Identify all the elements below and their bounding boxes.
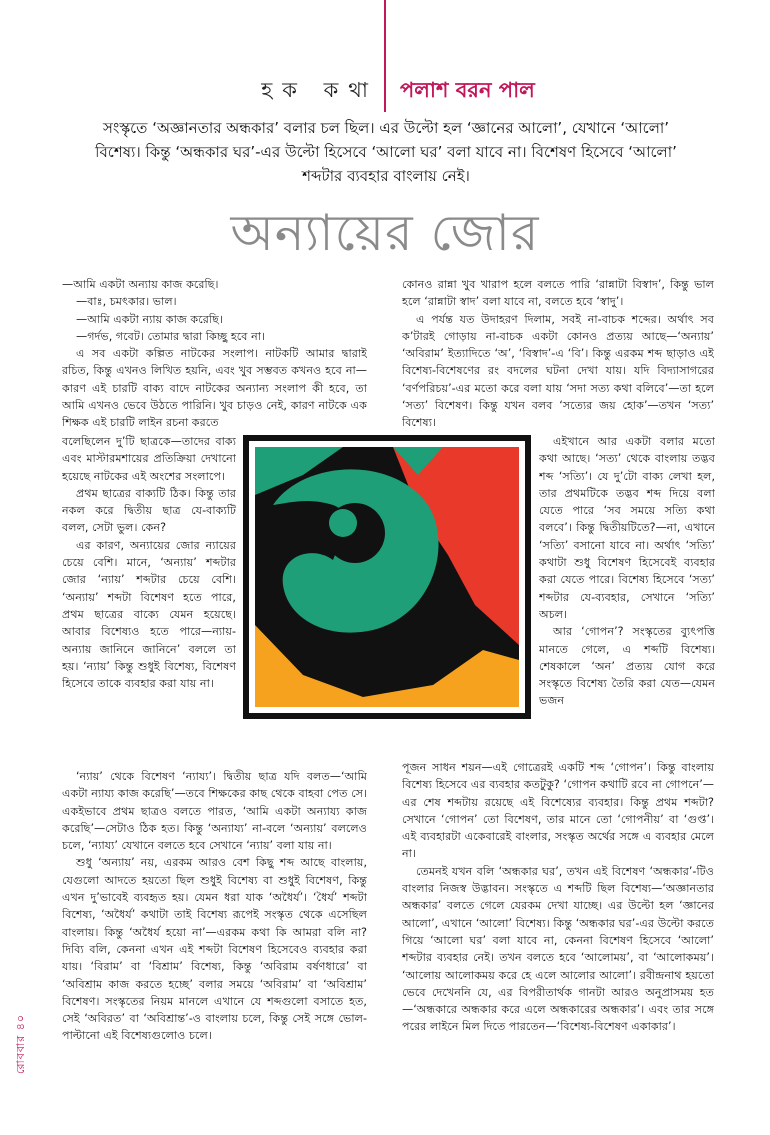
header-divider [384, 0, 386, 112]
paragraph: —গর্দভ, গবেট। তোমার দ্বারা কিচ্ছু হবে না। [76, 329, 265, 343]
paragraph: প্রথম ছাত্রের বাক্যটি ঠিক। কিন্তু তার নকল করে দ্বিতীয় ছাত্র যে-বাক্যটি বলল, সেটা ভুল। কেন? [62, 486, 236, 535]
paragraph: এ সব একটা কল্পিত নাটকের সংলাপ। নাটকটি আমার দ্বারাই রচিত, কিন্তু এখনও লিখিত হয়নি, এবং খুব সম্ভবত কখনও হবে না—কারণ এই চারটি বাক্য বাদে নাটকের অন্যান্য সংলাপ কী হবে, তা আমি এখনও ভেবে উঠতে পারিনি। খুব চাড়ও নেই, কারণ নাটকে এক শিক্ষক এই চারটি লাইন রচনা করতে [62, 347, 367, 430]
paragraph: পূজন সাধন শয়ন—এই গোত্রেরই একটি শব্দ ‘গোপন’। কিন্তু বাংলায় বিশেষ্য হিসেবে এর ব্যবহার কতটুকু? ‘গোপন কথাটি রবে না গোপনে’—এর শেষ শব্দটায় রয়েছে এই বিশেষ্যের ব্যবহার। কিন্তু প্রথম শব্দটা? সেখানে ‘গোপন’ তো বিশেষণ, তার মানে তো ‘গোপনীয়’ বা ‘গুপ্ত’। এই ব্যবহারটা একেবারেই বাংলার, সংস্কৃত অর্থের সঙ্গে এ ব্যবহার মেলে না। [402, 761, 714, 861]
right-column-bottom [402, 759, 714, 1064]
paragraph: কোনও রান্না খুব খারাপ হলে বলতে পারি ‘রান্নাটা বিস্বাদ’, কিন্তু ভাল হলে ‘রান্নাটা স্বাদ’ বলা যাবে না, বলতে হবে ‘স্বাদু’। [402, 278, 714, 309]
paragraph: —আমি একটা অন্যায় কাজ করেছি। [62, 278, 219, 291]
left-column-wrap [62, 433, 236, 767]
right-column-wrap [539, 433, 715, 759]
right-column-top [402, 276, 714, 433]
article-title: অন্যায়ের জোর [230, 204, 540, 262]
paragraph: বলেছিলেন দু’টি ছাত্রকে—তাদের বাক্য এবং মাস্টারমশায়ের প্রতিক্রিয়া দেখানো হয়েছে নাটকের এই অংশের সংলাপে। [62, 435, 236, 483]
paragraph: তেমনই যখন বলি ‘অন্ধকার ঘর’, তখন এই বিশেষণ ‘অন্ধকার’-টিও বাংলার নিজস্ব উদ্ভাবন। সংস্কৃতে এ শব্দটি ছিল বিশেষ্য—‘অজ্ঞানতার অন্ধকার’ বলতে গেলে যেরকম দেখা যাচ্ছে। এর উল্টো হল ‘জ্ঞানের আলো’, এখানে ‘আলো’ বিশেষ্য। কিন্তু ‘অন্ধকার ঘর’-এর উল্টো করতে গিয়ে ‘আলো ঘর’ বলা যাবে না, কেননা বিশেষণ হিসেবে ‘আলো’ শব্দটার ব্যবহার নেই। তখন বলতে হবে ‘আলোময়’, বা ‘আলোকময়’। ‘আলোয় আলোকময় করে হে এলে আলোর আলো’। রবীন্দ্রনাথ হয়তো ভেবে দেখেননি যে, এর বিপরীতার্থক গানটা আরও অনুপ্রাসময় হত—‘অন্ধকারে অন্ধকার করে এলে অন্ধকারের অন্ধকার’। এবং তার সঙ্গে পরের লাইনে মিল দিতে পারতেন—‘বিশেষ্য-বিশেষণ একাকার’। [402, 864, 714, 1034]
intro-blurb: সংস্কৃতে ‘অজ্ঞানতার অন্ধকার’ বলার চল ছিল। এর উল্টো হল ‘জ্ঞানের আলো’, যেখানে ‘আলো’ বিশেষ্য। কিন্তু ‘অন্ধকার ঘর’-এর উল্টো হিসেবে ‘আলো ঘর’ বলা যাবে না। বিশেষণ হিসেবে ‘আলো’ শব্দটার ব্যবহার বাংলায় নেই। [95, 119, 677, 185]
paragraph: এর কারণ, অন্যায়ের জোর ন্যায়ের চেয়ে বেশি। মানে, ‘অন্যায়’ শব্দটার জোর ‘ন্যায়’ শব্দটার চেয়ে বেশি। ‘অন্যায়’ শব্দটা বিশেষণ হতে পারে, প্রথম ছাত্রের বাক্যে যেমন হয়েছে। আবার বিশেষ্যও হতে পারে—ন্যায়-অন্যায় জানিনে জানিনে’ বললে তা হয়। ‘ন্যায়’ কিন্তু শুধুই বিশেষ্য, বিশেষণ হিসেবে তাকে ব্যবহার করা যায় না। [62, 538, 236, 691]
paragraph: আর ‘গোপন’? সংস্কৃতের ব্যুৎপত্তি মানতে গেলে, এ শব্দটি বিশেষ্য। শেষকালে ‘অন’ প্রত্যয় যোগ করে সংস্কৃতে বিশেষ্য তৈরি করা যেত—যেমন ভজন [539, 625, 715, 708]
paragraph: —আমি একটা ন্যায় কাজ করেছি। [76, 312, 223, 326]
section-title: হক কথা [261, 78, 378, 102]
paragraph: —বাঃ, চমৎকার। ভাল। [76, 295, 177, 309]
paragraph: ‘ন্যায়’ থেকে বিশেষণ ‘ন্যায্য’। দ্বিতীয় ছাত্র যদি বলত—‘আমি একটা ন্যায্য কাজ করেছি’—তবে শিক্ষকের কাছ থেকে বাহবা পেত সে। একইভাবে প্রথম ছাত্রও বলতে পারত, ‘আমি একটা অন্যায্য কাজ করেছি’—সেটাও ঠিক হত। কিন্তু ‘অন্যায্য’ না-বলে ‘অন্যায়’ বললেও চলে, ‘ন্যায্য’ যেখানে বলতে হবে সেখানে ‘ন্যায়’ বলা যায় না। [62, 770, 367, 853]
left-column-bottom [62, 768, 367, 1060]
paragraph: শুধু ‘অন্যায়’ নয়, এরকম আরও বেশ কিছু শব্দ আছে বাংলায়, যেগুলো আদতে হয়তো ছিল শুধুই বিশেষ্য বা শুধুই বিশেষণ, কিন্তু এখন দু’ভাবেই ব্যবহৃত হয়। যেমন ধরা যাক ‘অধৈর্য’। ‘ধৈর্য’ শব্দটা বিশেষ্য, ‘অধৈর্য’ কথাটা তাই বিশেষ্য রূপেই সংস্কৃত থেকে এসেছিল বাংলায়। কিন্তু ‘অধৈর্য হয়ো না’—এরকম কথা কি আমরা বলি না? দিব্যি বলি, কেননা এখন এই শব্দটা বিশেষণ হিসেবেও ব্যবহার করা যায়। ‘বিরাম’ বা ‘বিশ্রাম’ বিশেষ্য, কিন্তু ‘অবিরাম বর্ষণধারে’ বা ‘অবিশ্রাম কাজ করতে হচ্ছে’ বলার সময়ে ‘অবিরাম’ বা ‘অবিশ্রাম’ বিশেষণ। সংস্কৃতের নিয়ম মানলে এখানে যে শব্দগুলো বসাতে হত, সেই ‘অবিরত’ বা ‘অবিশ্রান্ত’-ও বাংলায় চলে, কিন্তু সেই সঙ্গে ভোল-পাল্টানো এই বিশেষ্যগুলোও চলে। [62, 856, 367, 1043]
paragraph: এ পর্যন্ত যত উদাহরণ দিলাম, সবই না-বাচক শব্দের। অর্থাৎ সব ক’টারই গোড়ায় না-বাচক একটা কোনও প্রত্যয় আছে—‘অন্যায়’ ‘অবিরাম’ ইত্যাদিতে ‘অ’, ‘বিস্বাদ’-এ ‘বি’। কিন্তু এরকম শব্দ ছাড়াও এই বিশেষ্য-বিশেষণের রং বদলের ঘটনা দেখা যায়। যদি বিদ্যাসাগরের ‘বর্ণপরিচয়’-এর মতো করে বলা যায় ‘সদা সত্য কথা বলিবে’—তা হলে ‘সত্য’ বিশেষণ। কিন্তু যখন বলব ‘সত্যের জয় হোক’—তখন ‘সত্য’ বিশেষ্য। [402, 312, 714, 430]
author-name: পলাশ বরন পাল [400, 78, 535, 102]
left-column-top [62, 276, 367, 433]
paragraph: এইখানে আর একটা বলার মতো কথা আছে। ‘সত্য’ থেকে বাংলায় তদ্ভব শব্দ ‘সত্যি’। যে দু’টো বাক্য লেখা হল, তার প্রথমটিকে তদ্ভব শব্দ দিয়ে বলা যেতে পারে ‘সব সময়ে সত্যি কথা বলবে’। কিন্তু দ্বিতীয়টিতে?—না, এখানে ‘সত্যি’ বসানো যাবে না। অর্থাৎ ‘সত্যি’ কথাটা শুধু বিশেষণ হিসেবেই ব্যবহার করা যেতে পারে। বিশেষ্য হিসেবে ‘সত্য’ শব্দটার যে-ব্যবহার, সেখানে ‘সত্যি’ অচল। [539, 435, 715, 621]
page-footer: রোববার ৪০ [14, 1014, 27, 1074]
abstract-artwork-image [243, 435, 531, 719]
